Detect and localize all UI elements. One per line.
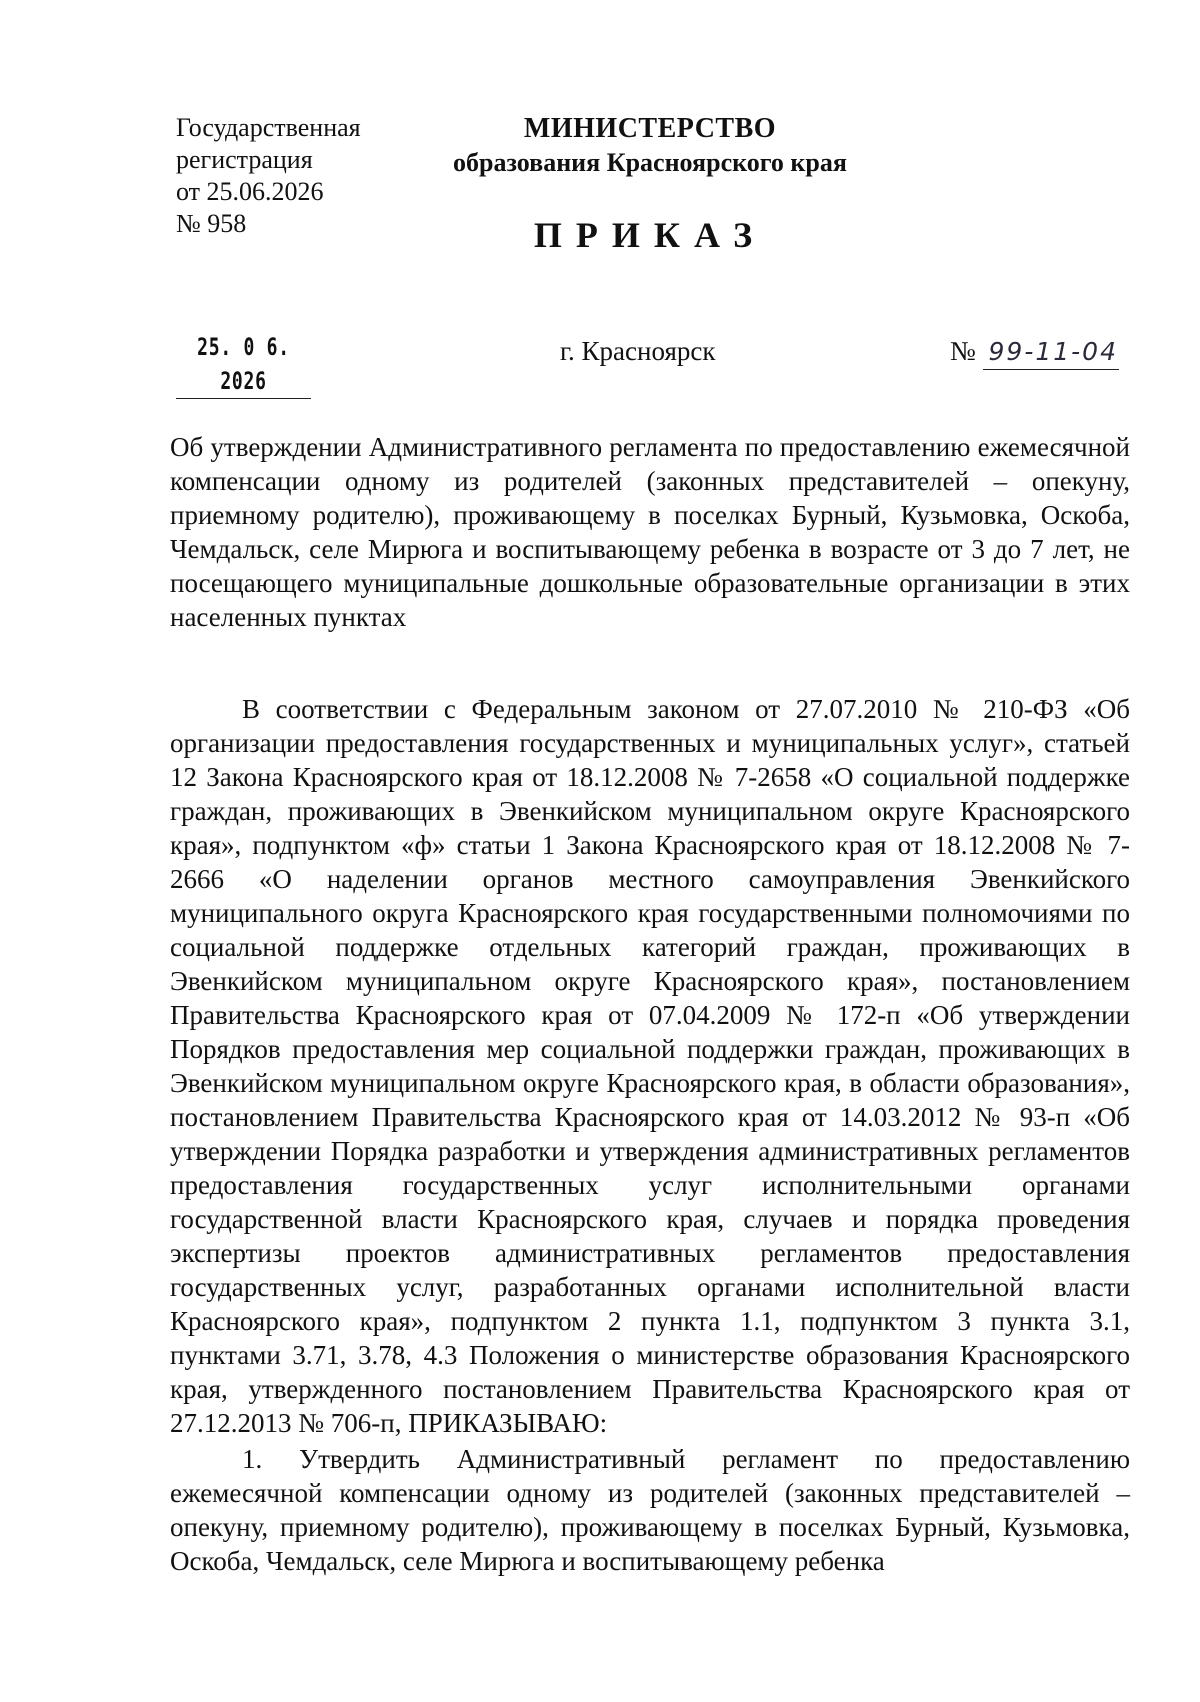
- ministry-header: [390, 112, 910, 180]
- document-type-title: ПРИКАЗ: [533, 215, 767, 255]
- registration-number: № 958: [176, 209, 247, 238]
- order-subject: Об утверждении Административного регламента по предоставлению ежемесячной компенсации одному из родителей (законных представителей – опекуну, приемному родителю), проживающему в поселках Бурный, Кузьмовка, Оскоба, Чемдальск, селе Мирюга и воспитывающему ребенка в возрасте от 3 до 7 лет, не посещающего муниципальные дошкольные образовательные организации в этих населенных пунктах: [170, 432, 1130, 632]
- order-number: [950, 334, 1119, 370]
- registration-line-1: Государственная: [176, 113, 361, 142]
- registration-block: [176, 112, 361, 240]
- ministry-subtitle: образования Красноярского края: [453, 148, 847, 177]
- ministry-title: МИНИСТЕРСТВО: [523, 113, 777, 144]
- order-item-1: 1. Утвердить Административный регламент по предоставлению ежемесячной компенсации одному из родителей (законных представителей – опекуну, приемному родителю), проживающему в поселках Бурный, Кузьмовка, Оскоба, Чемдальск, селе Мирюга и воспитывающему ребенка: [170, 1444, 1130, 1576]
- order-city: г. Красноярск: [560, 336, 716, 366]
- registration-date: от 25.06.2026: [176, 177, 324, 206]
- registration-line-2: регистрация: [176, 145, 313, 174]
- order-number-value: 99-11-04: [983, 335, 1119, 370]
- order-preamble: В соответствии с Федеральным законом от 27.07.2010 № 210-ФЗ «Об организации предоставления государственных и муниципальных услуг», статьей 12 Закона Красноярского края от 18.12.2008 № 7-2658 «О социальной поддержке граждан, проживающих в Эвенкийском муниципальном округе Красноярского края», подпунктом «ф» статьи 1 Закона Красноярского края от 18.12.2008 № 7-2666 «О наделении органов местного самоуправления Эвенкийского муниципального округа Красноярского края государственными полномочиями по социальной поддержке отдельных категорий граждан, проживающих в Эвенкийском муниципальном округе Красноярского края», постановлением Правительства Красноярского края от 07.04.2009 № 172-п «Об утверждении Порядков предоставления мер социальной поддержки граждан, проживающих в Эвенкийском муниципальном округе Красноярского края, в области образования», постановлением Правительства Красноярского края от 14.03.2012 № 93-п «Об утверждении Порядка разработки и утверждения административных регламентов предоставления государственных услуг исполнительными органами государственной власти Красноярского края, случаев и порядка проведения экспертизы проектов административных регламентов предоставления государственных услуг, разработанных органами исполнительной власти Красноярского края», подпунктом 2 пункта 1.1, подпунктом 3 пункта 3.1, пунктами 3.71, 3.78, 4.3 Положения о министерстве образования Красноярского края, утвержденного постановлением Правительства Красноярского края от 27.12.2013 № 706-п, ПРИКАЗЫВАЮ:: [170, 694, 1130, 1438]
- order-date: 25. 0 6. 2026: [176, 330, 311, 399]
- order-number-prefix: №: [950, 336, 976, 366]
